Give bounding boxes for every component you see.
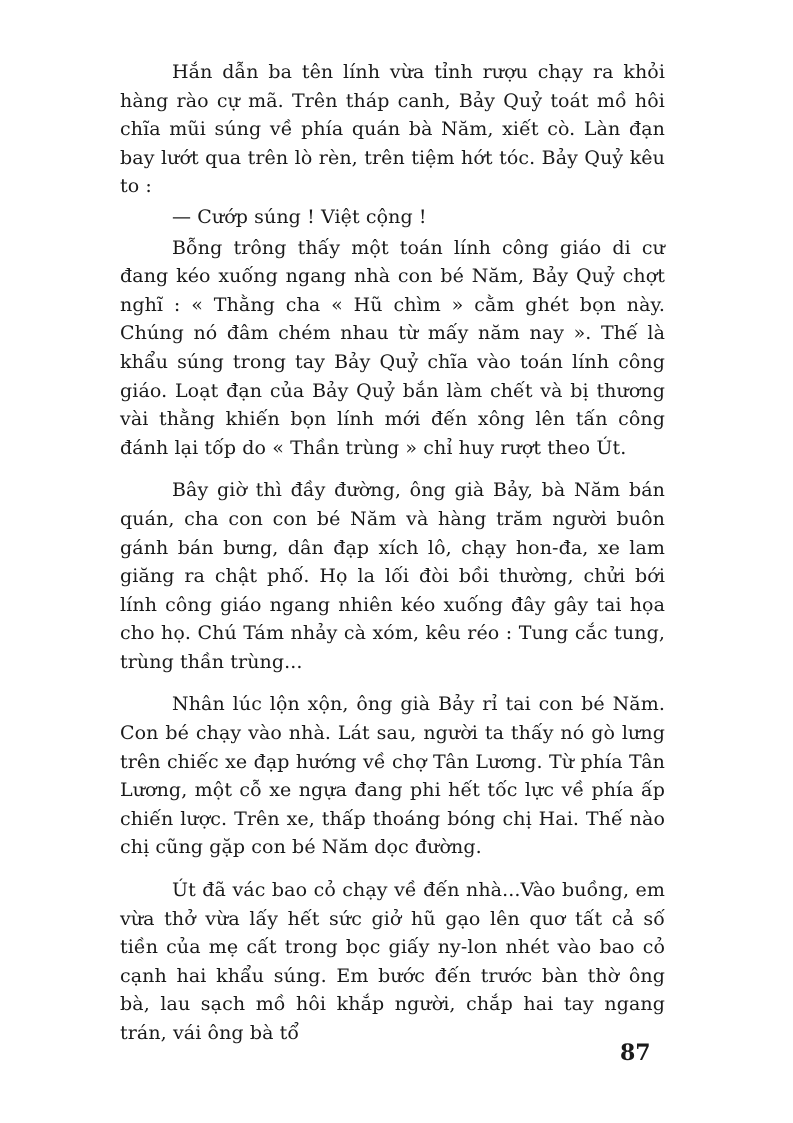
paragraph-5: Nhân lúc lộn xộn, ông già Bảy rỉ tai con bé Năm. Con bé chạy vào nhà. Lát sau, người ta thấy nó gò lưng trên chiếc xe đạp hướng về chợ Tân Lương. Từ phía Tân Lương, một cỗ xe ngựa đang phi hết tốc lực về phía ấp chiến lược. Trên xe, thấp thoáng bóng chị Hai. Thế nào chị cũng gặp con bé Năm dọc đường. (120, 693, 665, 859)
paragraph-6: Út đã vác bao cỏ chạy về đến nhà...Vào buồng, em vừa thở vừa lấy hết sức giở hũ gạo lên quơ tất cả số tiền của mẹ cất trong bọc giấy ny-lon nhét vào bao cỏ cạnh hai khẩu súng. Em bước đến trước bàn thờ ông bà, lau sạch mồ hôi khắp người, chắp hai tay ngang trán, vái ông bà tổ (120, 879, 665, 1044)
page-number: 87 (620, 1040, 651, 1066)
paragraph-1: Hắn dẫn ba tên lính vừa tỉnh rượu chạy ra khỏi hàng rào cự mã. Trên tháp canh, Bảy Quỷ toát mồ hôi chĩa mũi súng về phía quán bà Năm, xiết cò. Làn đạn bay lướt qua trên lò rèn, trên tiệm hớt tóc. Bảy Quỷ kêu to : (120, 61, 665, 198)
paragraph-4: Bây giờ thì đầy đường, ông già Bảy, bà Năm bán quán, cha con con bé Năm và hàng trăm người buôn gánh bán bưng, dân đạp xích lô, chạy hon-đa, xe lam giăng ra chật phố. Họ la lối đòi bồi thường, chửi bới lính công giáo ngang nhiên kéo xuống đây gây tai họa cho họ. Chú Tám nhảy cà xóm, kêu réo : Tung cắc tung, trùng thần trùng... (120, 479, 665, 673)
book-page-text (120, 58, 665, 1048)
paragraph-2-dialogue: — Cướp súng ! Việt cộng ! (172, 205, 427, 228)
paragraph-3: Bỗng trông thấy một toán lính công giáo di cư đang kéo xuống ngang nhà con bé Năm, Bảy Quỷ chợt nghĩ : « Thằng cha « Hũ chìm » cằm ghét bọn này. Chúng nó đâm chém nhau từ mấy năm nay ». Thế là khẩu súng trong tay Bảy Quỷ chĩa vào toán lính công giáo. Loạt đạn của Bảy Quỷ bắn làm chết và bị thương vài thằng khiến bọn lính mới đến xông lên tấn công đánh lại tốp do « Thần trùng » chỉ huy rượt theo Út. (120, 236, 665, 459)
